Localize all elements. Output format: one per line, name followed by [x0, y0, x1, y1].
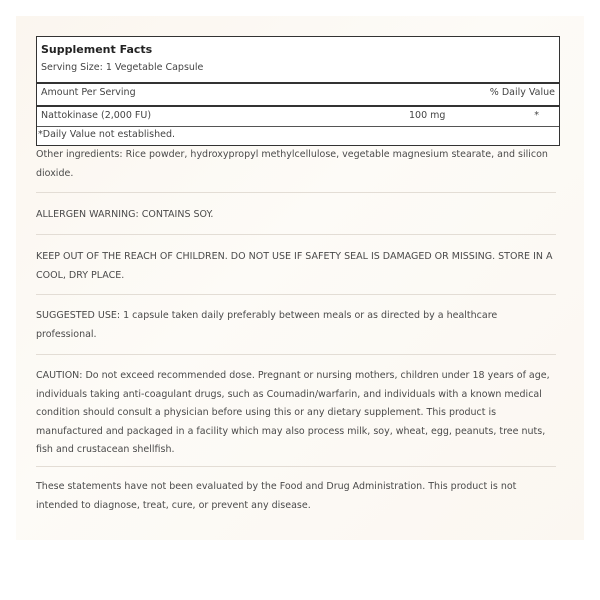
- ingredient-daily-value: *: [534, 110, 539, 121]
- caution-text: CAUTION: Do not exceed recommended dose. Pregnant or nursing mothers, children under 18 years of age, individuals taking anti-coagulant drugs, such as Coumadin/warfarin, and individuals with a known medical condition should consult a physician before using this or any dietary supplement. This product is manufactured and packaged in a facility which may also process milk, soy, wheat, egg, peanuts, tree nuts, fish and crustacean shellfish.: [36, 370, 550, 455]
- section-divider: [36, 234, 556, 235]
- suggested-use-text: SUGGESTED USE: 1 capsule taken daily preferably between meals or as directed by a healthcare professional.: [36, 310, 498, 340]
- daily-value-header: % Daily Value: [489, 87, 555, 98]
- facts-divider: [37, 126, 559, 127]
- amount-per-serving-header: Amount Per Serving: [41, 87, 136, 98]
- section-divider: [36, 294, 556, 295]
- facts-divider: [37, 82, 559, 84]
- ingredient-amount: 100 mg: [409, 110, 446, 121]
- storage-warning-text: KEEP OUT OF THE REACH OF CHILDREN. DO NOT USE IF SAFETY SEAL IS DAMAGED OR MISSING. STORE IN A COOL, DRY PLACE.: [36, 251, 553, 281]
- ingredient-name: Nattokinase (2,000 FU): [41, 110, 152, 121]
- supplement-facts-table: [36, 36, 560, 146]
- section-divider: [36, 192, 556, 193]
- facts-divider: [37, 105, 559, 107]
- other-ingredients-text: Other ingredients: Rice powder, hydroxypropyl methylcellulose, vegetable magnesium stearate, and silicon dioxide.: [36, 149, 548, 179]
- fda-disclaimer-text: These statements have not been evaluated by the Food and Drug Administration. This product is not intended to diagnose, treat, cure, or prevent any disease.: [36, 481, 517, 511]
- serving-size: Serving Size: 1 Vegetable Capsule: [41, 62, 204, 73]
- allergen-warning-text: ALLERGEN WARNING: CONTAINS SOY.: [36, 209, 214, 220]
- section-divider: [36, 354, 556, 355]
- daily-value-footnote: *Daily Value not established.: [38, 129, 176, 140]
- supplement-facts-title: Supplement Facts: [41, 43, 153, 56]
- section-divider: [36, 466, 556, 467]
